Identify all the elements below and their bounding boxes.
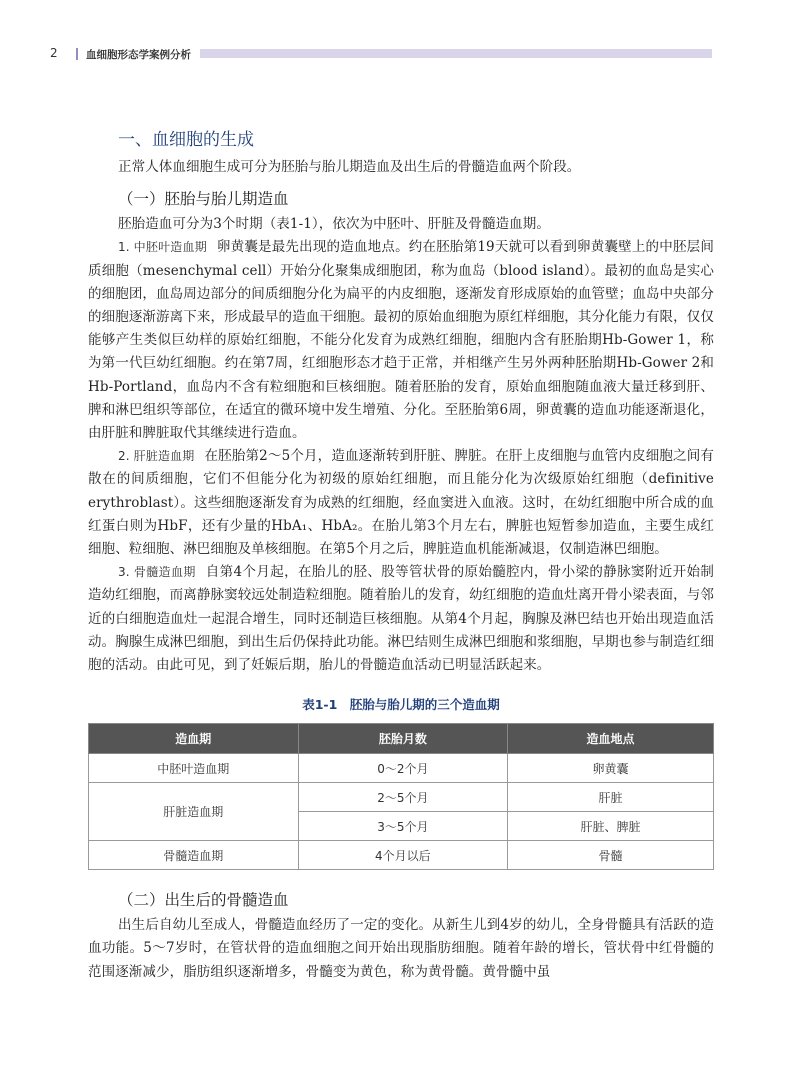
table-row — [89, 783, 714, 812]
paragraph-heading: 2. 肝脏造血期 — [118, 449, 195, 464]
header-divider — [76, 48, 78, 60]
table-cell: 骨髓 — [508, 841, 714, 870]
table-caption: 表1-1 胚胎与胎儿期的三个造血期 — [302, 697, 500, 713]
paragraph-marrow — [88, 561, 714, 677]
paragraph-hepatic — [88, 445, 714, 561]
subsection-title-embryo: （一）胚胎与胎儿期造血 — [118, 190, 289, 209]
subsection-title-postnatal: （二）出生后的骨髓造血 — [118, 891, 289, 910]
table-cell: 3～5个月 — [298, 812, 508, 841]
book-title: 血细胞形态学案例分析 — [86, 49, 191, 61]
table-cell: 中胚叶造血期 — [89, 754, 299, 783]
table-cell: 卵黄囊 — [508, 754, 714, 783]
paragraph-postnatal: 出生后自幼儿至成人，骨髓造血经历了一定的变化。从新生儿到4岁的幼儿，全身骨髓具有活跃的造血功能。5～7岁时，在管状骨的造血细胞之间开始出现脂肪细胞。随着年龄的增长，管状骨中红骨髓的范围逐渐减少，脂肪组织逐渐增多，骨髓变为黄色，称为黄骨髓。黄骨髓中虽 — [88, 917, 714, 980]
page-header — [0, 44, 800, 64]
table-row — [89, 841, 714, 870]
section-intro: 正常人体血细胞生成可分为胚胎与胎儿期造血及出生后的骨髓造血两个阶段。 — [118, 159, 581, 175]
paragraph-heading: 1. 中胚叶造血期 — [118, 240, 207, 255]
paragraph-heading: 3. 骨髓造血期 — [118, 565, 196, 580]
table-cell: 肝脏、脾脏 — [508, 812, 714, 841]
header-decor-bar — [200, 49, 712, 58]
table-cell: 肝脏 — [508, 783, 714, 812]
hematopoiesis-table — [88, 723, 714, 870]
section-title: 一、血细胞的生成 — [118, 130, 254, 150]
paragraph-mesoblastic — [88, 236, 714, 445]
table-cell: 4个月以后 — [298, 841, 508, 870]
table-cell: 骨髓造血期 — [89, 841, 299, 870]
paragraph-body: 卵黄囊是最先出现的造血地点。约在胚胎第19天就可以看到卵黄囊壁上的中胚层间质细胞（mesenchymal cell）开始分化聚集成细胞团，称为血岛（blood island）。最初的血岛是实心的细胞团，血岛周边部分的间质细胞分化为扁平的内皮细胞，逐渐发育形成原始的血管壁；血岛中央部分的细胞逐渐游离下来，形成最早的造血干细胞。最初的原始血细胞为原红样细胞，其分化能力有限，仅仅能够产生类似巨幼样的原始红细胞，不能分化发育为成熟红细胞，细胞内含有胚胎期Hb-Gower 1，称为第一代巨幼红细胞。约在第7周，红细胞形态才趋于正常，并相继产生另外两种胚胎期Hb-Gower 2和Hb-Portland，血岛内不含有粒细胞和巨核细胞。随着胚胎的发育，原始血细胞随血液大量迁移到肝、脾和淋巴组织等部位，在适宜的微环境中发生增殖、分化。至胚胎第6周，卵黄囊的造血功能逐渐退化，由肝脏和脾脏取代其继续进行造血。 — [88, 239, 714, 442]
table-cell: 2～5个月 — [298, 783, 508, 812]
subsection-intro: 胚胎造血可分为3个时期（表1-1），依次为中胚叶、肝脏及骨髓造血期。 — [118, 216, 550, 233]
table-cell: 肝脏造血期 — [89, 783, 299, 841]
table-header-row — [89, 724, 714, 754]
table-row — [89, 754, 714, 783]
table-cell: 0～2个月 — [298, 754, 508, 783]
column-header-months: 胚胎月数 — [298, 724, 508, 754]
paragraph-body: 在胚胎第2～5个月，造血逐渐转到肝脏、脾脏。在肝上皮细胞与血管内皮细胞之间有散在的间质细胞，它们不但能分化为初级的原始红细胞，而且能分化为次级原始红细胞（definitive erythroblast）。这些细胞逐渐发育为成熟的红细胞，经血窦进入血液。这时，在幼红细胞中所合成的血红蛋白则为HbF，还有少量的HbA₁、HbA₂。在胎儿第3个月左右，脾脏也短暂参加造血，主要生成红细胞、粒细胞、淋巴细胞及单核细胞。在第5个月之后，脾脏造血机能渐减退，仅制造淋巴细胞。 — [88, 448, 714, 558]
column-header-site: 造血地点 — [508, 724, 714, 754]
paragraph-body: 自第4个月起，在胎儿的胫、股等管状骨的原始髓腔内，骨小梁的静脉窦附近开始制造幼红细胞，而离静脉窦较远处制造粒细胞。随着胎儿的发育，幼红细胞的造血灶离开骨小梁表面，与邻近的白细胞造血灶一起混合增生，同时还制造巨核细胞。从第4个月起，胸腺及淋巴结也开始出现造血活动。胸腺生成淋巴细胞，到出生后仍保持此功能。淋巴结则生成淋巴细胞和浆细胞，早期也参与制造红细胞的活动。由此可见，到了妊娠后期，胎儿的骨髓造血活动已明显活跃起来。 — [88, 564, 714, 674]
page-content — [88, 128, 714, 984]
column-header-period: 造血期 — [89, 724, 299, 754]
page-number: 2 — [50, 46, 58, 60]
